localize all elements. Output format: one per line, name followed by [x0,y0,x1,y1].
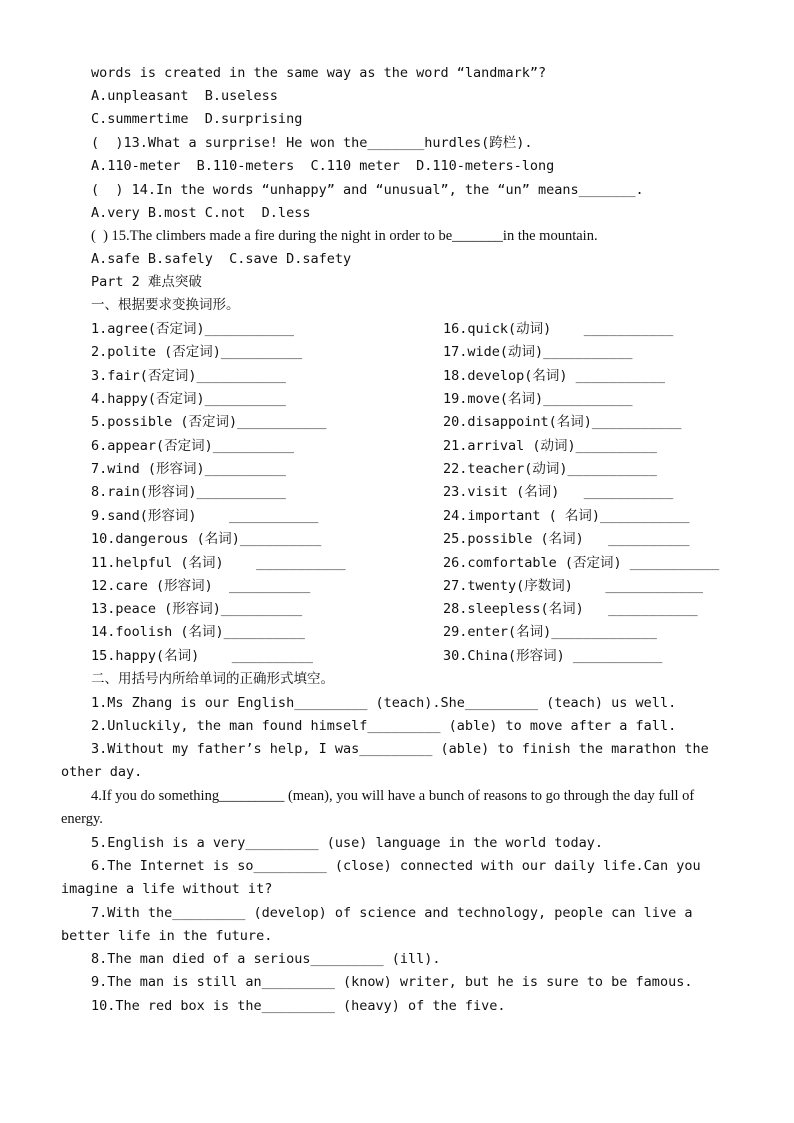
word-form-item: 15.happy(名词) __________ [91,648,314,664]
word-form-item: 29.enter(名词)_____________ [443,624,657,640]
q12-options-cd: C.summertime D.surprising [91,111,303,127]
word-form-item: 1.agree(否定词)___________ [91,321,295,337]
word-form-item: 6.appear(否定词)__________ [91,438,295,454]
word-form-item: 2.polite (否定词)__________ [91,344,303,360]
word-form-item: 24.important ( 名词)___________ [443,508,690,524]
section1-title: 一、根据要求变换词形。 [91,297,240,313]
q15-stem: ( ) 15.The climbers made a fire during the night in order to be_______in the mountain. [91,228,598,244]
word-form-item: 3.fair(否定词)___________ [91,368,286,384]
q14-options: A.very B.most C.not D.less [91,205,311,221]
word-form-item: 14.foolish (名词)__________ [91,624,305,640]
fill-sentence: 3.Without my father’s help, I was_________ (able) to finish the marathon the other day. [61,741,709,781]
word-form-item: 21.arrival (动词)__________ [443,438,657,454]
word-form-item: 8.rain(形容词)___________ [91,484,286,500]
word-form-item: 13.peace (形容词)__________ [91,601,303,617]
word-form-item: 27.twenty(序数词) ____________ [443,578,703,594]
part2-heading: Part 2 难点突破 [91,274,202,290]
word-form-item: 30.China(形容词) ___________ [443,648,663,664]
word-form-item: 23.visit (名词) ___________ [443,484,674,500]
fill-sentence: 4.If you do something_________ (mean), you will have a bunch of reasons to go through the day full of energy. [61,788,695,828]
word-form-item: 28.sleepless(名词) ___________ [443,601,698,617]
fill-sentence: 9.The man is still an_________ (know) writer, but he is sure to be famous. [91,974,693,990]
q15-options: A.safe B.safely C.save D.safety [91,251,352,267]
fill-sentence: 2.Unluckily, the man found himself_________ (able) to move after a fall. [91,718,677,734]
word-form-item: 16.quick(动词) ___________ [443,321,674,337]
word-form-item: 17.wide(动词)___________ [443,344,633,360]
section2-title: 二、用括号内所给单词的正确形式填空。 [91,671,334,687]
word-form-item: 5.possible (否定词)___________ [91,414,327,430]
fill-sentence: 8.The man died of a serious_________ (ill). [91,951,441,967]
q13-options: A.110-meter B.110-meters C.110 meter D.110-meters-long [91,158,555,174]
fill-sentence: 10.The red box is the_________ (heavy) of the five. [91,998,506,1014]
fill-sentence: 1.Ms Zhang is our English_________ (teach).She_________ (teach) us well. [91,695,677,711]
q14-stem: ( ) 14.In the words “unhappy” and “unusual”, the “un” means_______. [91,182,644,198]
word-form-item: 10.dangerous (名词)__________ [91,531,322,547]
word-form-item: 22.teacher(动词)___________ [443,461,657,477]
q13-stem: ( )13.What a surprise! He won the_______hurdles(跨栏). [91,135,533,151]
word-form-item: 26.comfortable (否定词) ___________ [443,555,720,571]
word-form-item: 4.happy(否定词)__________ [91,391,286,407]
fill-sentence: 6.The Internet is so_________ (close) connected with our daily life.Can you imagine a life without it? [61,858,701,898]
q12-stem-end: words is created in the same way as the word “landmark”? [91,65,547,81]
word-form-item: 7.wind (形容词)__________ [91,461,286,477]
word-form-item: 9.sand(形容词) ___________ [91,508,319,524]
word-form-item: 18.develop(名词) ___________ [443,368,666,384]
word-form-item: 11.helpful (名词) ___________ [91,555,346,571]
word-form-item: 25.possible (名词) __________ [443,531,690,547]
word-form-item: 12.care (形容词) __________ [91,578,311,594]
q12-options-ab: A.unpleasant B.useless [91,88,278,104]
fill-sentence: 7.With the_________ (develop) of science and technology, people can live a better life in the future. [61,905,693,945]
word-form-item: 19.move(名词)___________ [443,391,633,407]
fill-sentence: 5.English is a very_________ (use) language in the world today. [91,835,604,851]
word-form-item: 20.disappoint(名词)___________ [443,414,682,430]
